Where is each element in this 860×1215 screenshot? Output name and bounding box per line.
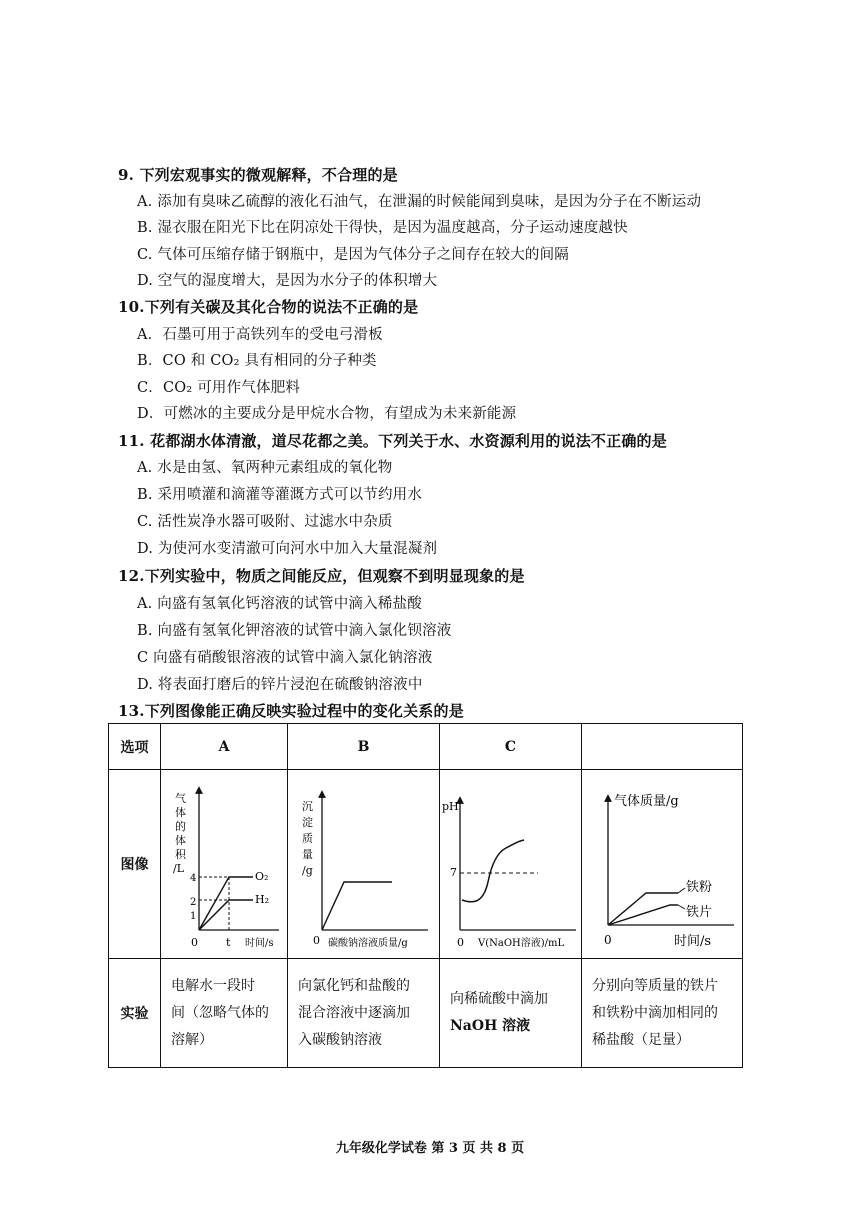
graph-b [288, 770, 438, 954]
graph-d-series-sheet: 铁片 [686, 905, 713, 920]
question-10-option-c: C．CO₂ 可用作气体肥料 [137, 380, 301, 396]
question-9-stem: 9. 下列宏观事实的微观解释，不合理的是 [118, 166, 398, 184]
experiment-d-line-2: 和铁粉中滴加相同的 [592, 1004, 718, 1021]
experiment-d [582, 959, 743, 1068]
graph-a-t-label: t [226, 936, 231, 949]
graph-d-xlabel: 时间/s [674, 934, 712, 949]
question-12-option-d: D. 将表面打磨后的锌片浸泡在硫酸钠溶液中 [137, 677, 423, 693]
experiment-c [440, 959, 582, 1068]
graph-b-ylabel-2: 淀 [302, 816, 313, 829]
graph-d-cell [582, 770, 743, 959]
graph-c-curve [462, 840, 524, 902]
graph-a-series-o2: O₂ [255, 870, 269, 883]
graph-a-series-h2: H₂ [255, 893, 270, 906]
experiment-a-line-1: 电解水一段时 [171, 977, 255, 994]
question-9-option-d: D. 空气的湿度增大，是因为水分子的体积增大 [137, 273, 438, 289]
graph-a-cell [161, 770, 288, 959]
graph-a-ylabel-2: 体 [175, 806, 186, 819]
graph-a-ylabel-1: 气 [175, 792, 186, 805]
experiment-row-label: 实验 [109, 959, 161, 1068]
graph-d [582, 770, 741, 954]
graph-c-origin: 0 [457, 936, 464, 949]
graph-a-tick-2: 2 [190, 897, 197, 908]
graph-c-tick-7: 7 [450, 866, 457, 879]
graph-a-ylabel-3: 的 [175, 820, 186, 833]
graph-b-ylabel-5: /g [302, 864, 313, 877]
graph-c-ylabel: pH [442, 800, 459, 813]
question-10-option-b: B．CO 和 CO₂ 具有相同的分子种类 [137, 353, 377, 369]
question-12-option-b: B. 向盛有氢氧化钾溶液的试管中滴入氯化钡溶液 [137, 623, 452, 639]
graph-a-ylabel-4: 体 [175, 834, 186, 847]
question-10-stem: 10.下列有关碳及其化合物的说法不正确的是 [118, 298, 419, 316]
question-9-option-b: B. 湿衣服在阳光下比在阴凉处干得快，是因为温度越高，分子运动速度越快 [137, 220, 628, 236]
question-9-option-c: C. 气体可压缩存储于钢瓶中，是因为气体分子之间存在较大的间隔 [137, 247, 569, 263]
question-10-option-a: A．石墨可用于高铁列车的受电弓滑板 [137, 327, 383, 343]
experiment-row [109, 959, 743, 1068]
graph-a-ylabel-6: /L [173, 862, 185, 875]
question-13-stem: 13.下列图像能正确反映实验过程中的变化关系的是 [118, 702, 464, 720]
page-footer: 九年级化学试卷 第 3 页 共 8 页 [335, 1141, 525, 1156]
graph-d-leader-sheet [678, 905, 685, 909]
graph-b-ylabel-3: 质 [302, 832, 313, 845]
experiment-b-line-2: 混合溶液中逐滴加 [298, 1004, 410, 1021]
graph-a-tick-1: 1 [190, 911, 197, 922]
graph-d-series-powder: 铁粉 [686, 880, 713, 895]
question-13-table [108, 723, 743, 1068]
graph-c [440, 770, 580, 954]
graph-a-ylabel-5: 积 [175, 848, 186, 861]
experiment-a [161, 959, 288, 1068]
graph-b-cell [288, 770, 440, 959]
experiment-d-line-3: 稀盐酸（足量） [592, 1031, 690, 1048]
graph-d-line-powder [608, 893, 678, 925]
experiment-c-line-1: 向稀硫酸中滴加 [450, 991, 548, 1007]
experiment-b-line-1: 向氯化钙和盐酸的 [298, 977, 410, 994]
graph-b-ylabel-1: 沉 [302, 800, 313, 813]
graph-d-leader-powder [678, 888, 685, 893]
experiment-d-line-1: 分别向等质量的铁片 [592, 977, 718, 994]
question-11-option-b: B. 采用喷灌和滴灌等灌溉方式可以节约用水 [137, 487, 423, 503]
experiment-b [288, 959, 440, 1068]
header-col-a: A [161, 724, 288, 770]
experiment-a-line-2: 间（忽略气体的 [171, 1004, 269, 1021]
graph-c-xlabel: V(NaOH溶液)/mL [478, 938, 565, 949]
graph-a-origin: 0 [191, 936, 198, 949]
question-12-option-c: C 向盛有硝酸银溶液的试管中滴入氯化钠溶液 [137, 650, 433, 666]
graph-b-xlabel: 碳酸钠溶液质量/g [328, 938, 408, 949]
header-label: 选项 [109, 724, 161, 770]
image-row-label: 图像 [109, 770, 161, 959]
graph-a [161, 770, 286, 954]
graph-c-cell [440, 770, 582, 959]
question-11-option-d: D. 为使河水变清澈可向河水中加入大量混凝剂 [137, 541, 438, 557]
question-9-option-a: A. 添加有臭味乙硫醇的液化石油气，在泄漏的时候能闻到臭味，是因为分子在不断运动 [137, 194, 702, 210]
question-10-option-d: D．可燃冰的主要成分是甲烷水合物，有望成为未来新能源 [137, 406, 517, 422]
graph-b-line [322, 882, 392, 930]
header-col-b: B [288, 724, 440, 770]
graph-b-origin: 0 [313, 934, 320, 947]
graph-d-ylabel: 气体质量/g [614, 794, 679, 809]
experiment-b-line-3: 入碳酸钠溶液 [298, 1031, 382, 1048]
graph-d-line-sheet [608, 905, 678, 925]
graph-b-ylabel-4: 量 [302, 848, 313, 861]
question-11-option-a: A. 水是由氢、氧两种元素组成的氧化物 [137, 460, 393, 476]
graph-d-origin: 0 [604, 933, 612, 947]
header-col-c: C [440, 724, 582, 770]
image-row [109, 770, 743, 959]
header-col-d [582, 724, 743, 770]
experiment-a-line-3: 溶解） [171, 1031, 213, 1048]
table-header-row [109, 724, 743, 770]
question-12-option-a: A. 向盛有氢氧化钙溶液的试管中滴入稀盐酸 [137, 596, 422, 612]
graph-a-xlabel: 时间/s [245, 938, 274, 949]
experiment-c-line-2: NaOH 溶液 [450, 1018, 531, 1034]
graph-a-tick-4: 4 [190, 873, 197, 884]
question-11-stem: 11. 花都湖水体清澈，道尽花都之美。下列关于水、水资源利用的说法不正确的是 [118, 432, 667, 450]
question-11-option-c: C. 活性炭净水器可吸附、过滤水中杂质 [137, 514, 393, 530]
question-12-stem: 12.下列实验中，物质之间能反应，但观察不到明显现象的是 [118, 567, 525, 585]
